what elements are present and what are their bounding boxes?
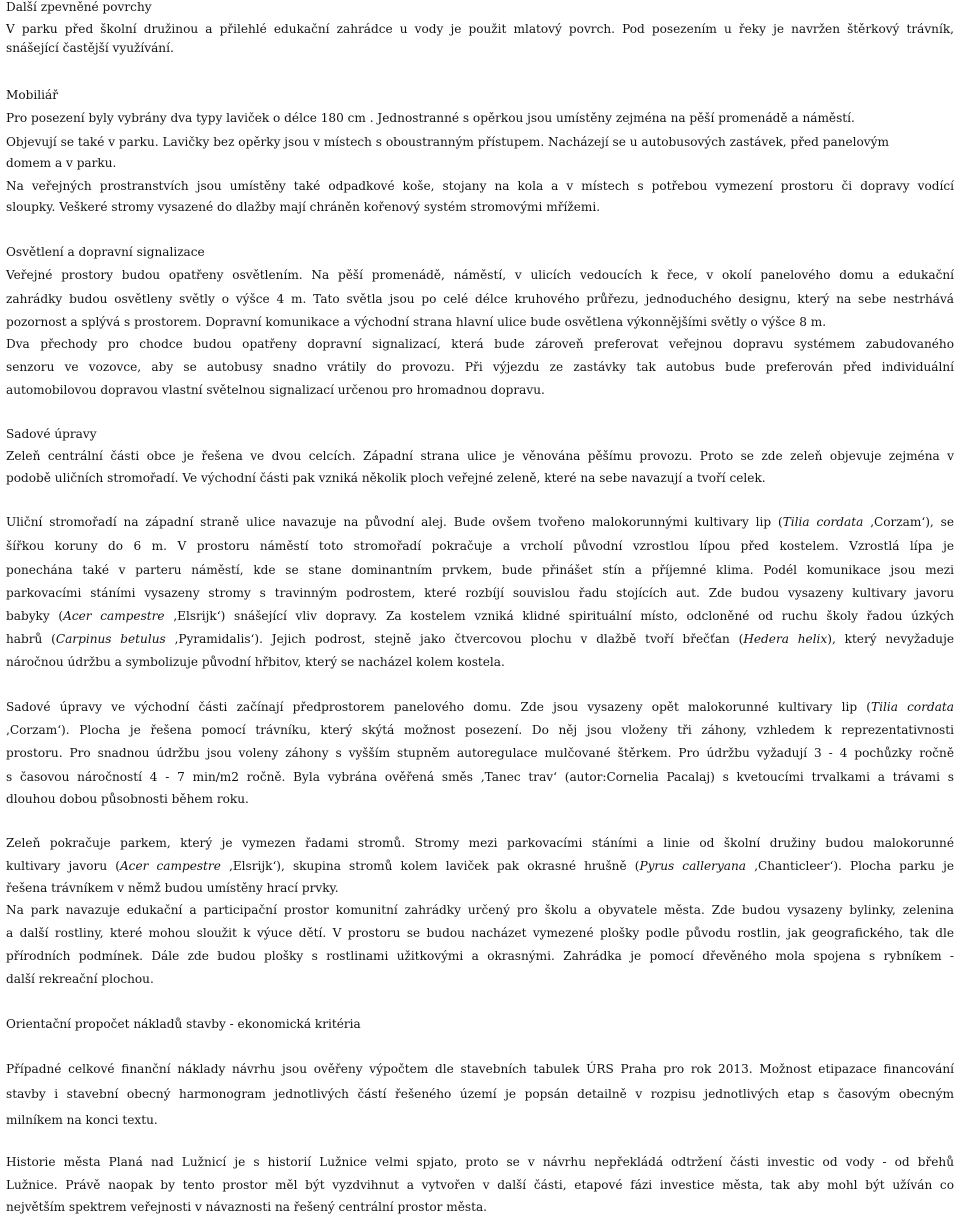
text-span: kultivary javoru ( — [6, 859, 120, 873]
text-line: Případné celkové finanční náklady návrhu jsou ověřeny výpočtem dle stavebních tabulek ÚRS Praha pro rok 2013. Možnost etipazace financování — [6, 1062, 954, 1076]
section-heading-sadove-upravy: Sadové úpravy — [6, 427, 97, 441]
text-line: přírodních podmínek. Dále zde budou plošky s rostlinami užitkovými a okrasnými. Zahrádka je pomocí dřevěného mola spojena s rybníkem - — [6, 949, 954, 963]
text-line: šířkou koruny do 6 m. V prostoru náměstí toto stromořadí pokračuje a vrcholí původní vzrostlou lípou před kostelem. Vzrostlá lípa je — [6, 539, 954, 553]
text-line: podobě uličních stromořadí. Ve východní části pak vzniká několik ploch veřejné zeleně, které na sebe navazují a tvoří celek. — [6, 471, 766, 485]
text-line: ‚Corzam‘). Plocha je řešena pomocí trávníku, který skýtá možnost posezení. Do něj jsou vloženy tři záhony, vzhledem k reprezentativnosti — [6, 723, 954, 737]
text-line: domem a v parku. — [6, 156, 117, 170]
text-span: Uliční stromořadí na západní straně ulice navazuje na původní alej. Bude ovšem tvořeno malokorunnými kultivary lip ( — [6, 515, 783, 529]
text-line — [6, 700, 954, 715]
text-line: sloupky. Veškeré stromy vysazené do dlažby mají chráněn kořenový systém stromovými mřížemi. — [6, 200, 601, 214]
text-line: Historie města Planá nad Lužnicí je s historií Lužnice velmi spjato, proto se v návrhu nepřekládá odtržení části investic od vody - od břehů — [6, 1155, 954, 1169]
text-line: milníkem na konci textu. — [6, 1113, 158, 1127]
text-span: ‚Corzam‘), se — [863, 515, 954, 529]
text-line: s časovou náročností 4 - 7 min/m2 ročně. Byla vybrána ověřená směs ‚Tanec trav‘ (autor:Cornelia Pacalaj) s kvetoucími trvalkami a trávami s — [6, 770, 954, 784]
text-line: pozornost a splývá s prostorem. Dopravní komunikace a východní strana hlavní ulice bude osvětlena výkonnějšími světly o výšce 8 m. — [6, 315, 827, 329]
section-heading-osvetleni: Osvětlení a dopravní signalizace — [6, 245, 205, 259]
text-line: Zeleň pokračuje parkem, který je vymezen řadami stromů. Stromy mezi parkovacími stáními a linie od školní družiny budou malokorunné — [6, 836, 954, 850]
text-line: prostoru. Pro snadnou údržbu jsou voleny záhony s vyšším stupněm autoregulace mulčované štěrkem. Pro údržbu vyžadují 3 - 4 pochůzky ročně — [6, 746, 954, 760]
text-span: ‚Pyramidalis‘). Jejich podrost, stejně jako čtvercovou plochu v dlažbě tvoří břečťan ( — [165, 632, 744, 646]
text-line: Veřejné prostory budou opatřeny osvětlením. Na pěší promenádě, náměstí, v ulicích vedoucích k řece, v okolí panelového domu a edukační — [6, 268, 954, 282]
text-line: Na veřejných prostranstvích jsou umístěny také odpadkové koše, stojany na kola a v místech s potřebou vymezení prostoru či dopravy vodící — [6, 179, 954, 193]
text-span: babyky ( — [6, 609, 64, 623]
text-line: Zeleň centrální části obce je řešena ve dvou celcích. Západní strana ulice je věnována pěšímu provozu. Proto se zde zeleň objevuje zejména v — [6, 449, 954, 463]
section-heading-zpevnene-povrchy: Další zpevněné povrchy — [6, 0, 152, 14]
text-line: Objevují se také v parku. Lavičky bez opěrky jsou v místech s oboustranným přístupem. Nacházejí se u autobusových zastávek, před panelovým — [6, 135, 889, 149]
text-span: ), který nevyžaduje — [827, 632, 955, 646]
latin-name: Carpinus betulus — [55, 632, 166, 646]
section-heading-mobiliar: Mobiliář — [6, 88, 59, 102]
latin-name: Tilia cordata — [871, 700, 954, 714]
latin-name: Pyrus calleryana — [639, 859, 747, 873]
text-line: automobilovou dopravou vlastní světelnou signalizací určenou pro hromadnou dopravu. — [6, 383, 545, 397]
text-line: dlouhou dobou působnosti během roku. — [6, 792, 249, 806]
text-line: parkovacími stáními vysazeny stromy s travinným podrostem, které rozbíjí souvislou řadu stojících aut. Zde budou vysazeny kultivary javoru — [6, 586, 954, 600]
latin-name: Acer campestre — [119, 859, 221, 873]
text-line — [6, 515, 954, 530]
text-line: řešena trávníkem v němž budou umístěny hrací prvky. — [6, 881, 339, 895]
text-line: další rekreační plochou. — [6, 972, 154, 986]
latin-name: Tilia cordata — [782, 515, 864, 529]
text-line: Na park navazuje edukační a participační prostor komunitní zahrádky určený pro školu a obyvatele města. Zde budou vysazeny bylinky, zelenina — [6, 903, 954, 917]
text-line — [6, 632, 954, 647]
text-span: habrů ( — [6, 632, 56, 646]
text-span: ‚Elsrijk‘), skupina stromů kolem laviček pak okrasné hrušně ( — [220, 859, 640, 873]
text-line: Dva přechody pro chodce budou opatřeny dopravní signalizací, která bude zároveň preferovat veřejnou dopravu systémem zabudovaného — [6, 337, 954, 351]
text-span: Sadové úpravy ve východní části začínají předprostorem panelového domu. Zde jsou vysazeny opět malokorunné kultivary lip ( — [6, 700, 872, 714]
text-line: největším spektrem veřejnosti v návaznosti na řešený centrální prostor města. — [6, 1200, 488, 1214]
text-span: ‚Elsrijk‘) snášející vliv dopravy. Za kostelem vzniká klidné spirituální místo, odcloněné od ruchu školy řadou úzkých — [164, 609, 954, 623]
text-line: stavby i stavební obecný harmonogram jednotlivých částí řešeného území je popsán detailně v rozpisu jednotlivých etap s časovým obecným — [6, 1087, 954, 1101]
text-line — [6, 859, 954, 874]
text-line: náročnou údržbu a symbolizuje původní hřbitov, který se nacházel kolem kostela. — [6, 655, 505, 669]
text-line: a další rostliny, které mohou sloužit k výuce dětí. V prostoru se budou nacházet vymezené plošky podle původu rostlin, jak geografického, tak dle — [6, 926, 954, 940]
text-line: ponechána také v parteru náměstí, kde se stane dominantním prvkem, bude přinášet stín a příjemné klima. Podél komunikace jsou mezi — [6, 563, 954, 577]
text-line: Pro posezení byly vybrány dva typy laviček o délce 180 cm . Jednostranné s opěrkou jsou umístěny zejména na pěší promenádě a náměstí. — [6, 111, 855, 125]
text-line: zahrádky budou osvětleny světly o výšce 4 m. Tato světla jsou po celé délce kruhového průřezu, jednoduchého designu, který na sebe nestrhává — [6, 292, 954, 306]
latin-name: Acer campestre — [63, 609, 165, 623]
text-line: V parku před školní družinou a přilehlé edukační zahrádce u vody je použit mlatový povrch. Pod posezením u řeky je navržen štěrkový trávník, — [6, 22, 954, 36]
section-heading-naklady: Orientační propočet nákladů stavby - ekonomická kritéria — [6, 1017, 361, 1031]
text-line: senzoru ve vozovce, aby se autobusy snadno vrátily do provozu. Při výjezdu ze zastávky tak autobus bude preferován před individuální — [6, 360, 954, 374]
text-line — [6, 609, 954, 624]
latin-name: Hedera helix — [743, 632, 828, 646]
text-line: snášející častější využívání. — [6, 41, 174, 55]
text-span: ‚Chanticleer‘). Plocha parku je — [746, 859, 955, 873]
text-line: Lužnice. Právě naopak by tento prostor měl být vyzdvihnut a vytvořen v další části, etapové fázi investice města, tak aby mohl být užíván co — [6, 1178, 954, 1192]
